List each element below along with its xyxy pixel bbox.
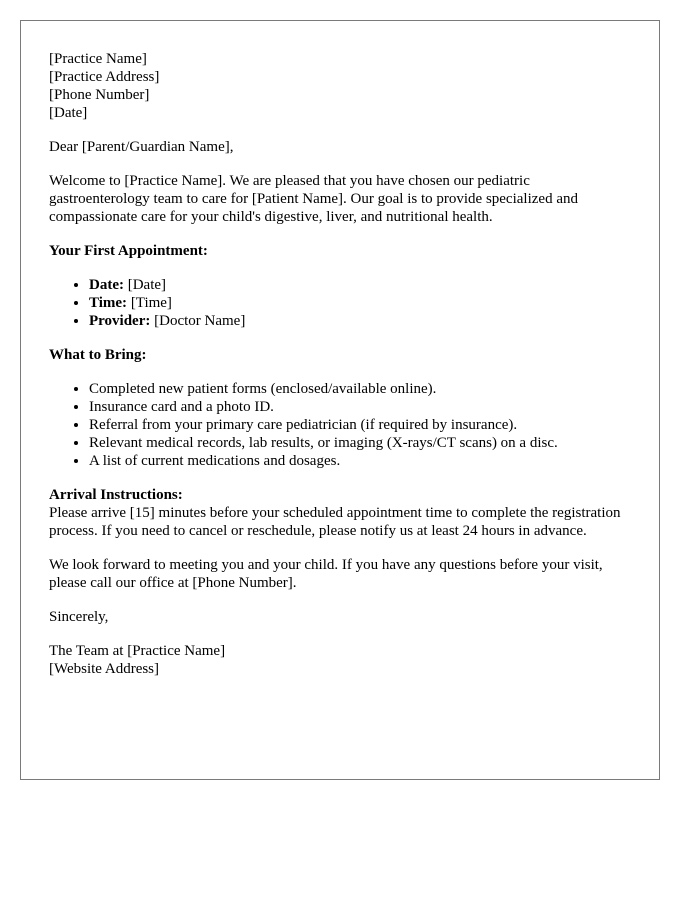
letter-date: [Date] (49, 105, 88, 121)
intro-paragraph: Welcome to [Practice Name]. We are pleased that you have chosen our pediatric gastroenterology team to care for [Patient Name]. Our goal is to provide specialized and compassionate care for your child's digestive, liver, and nutritional health. (49, 173, 578, 225)
list-item: • Referral from your primary care pediatrician (if required by insurance). (89, 416, 634, 434)
appointment-provider-label: Provider: (89, 313, 151, 329)
arrival-heading: Arrival Instructions: (49, 487, 183, 503)
closing-paragraph: We look forward to meeting you and your child. If you have any questions before your visit, please call our office at [Phone Number]. (49, 557, 603, 591)
appointment-list (49, 276, 634, 330)
list-item: • Insurance card and a photo ID. (89, 398, 634, 416)
signoff: Sincerely, (49, 609, 109, 625)
letter-content (49, 50, 634, 678)
appointment-date-value: [Date] (123, 277, 167, 293)
list-item (89, 294, 634, 312)
letter-page (20, 20, 660, 780)
letter-header (49, 50, 634, 122)
list-item (89, 276, 634, 294)
practice-address: [Practice Address] (49, 69, 160, 85)
list-item: • A list of current medications and dosages. (89, 452, 634, 470)
signature-team: The Team at [Practice Name] (49, 643, 226, 659)
list-item (89, 312, 634, 330)
appointment-date-label: Date: (89, 277, 124, 293)
greeting: Dear [Parent/Guardian Name], (49, 139, 234, 155)
phone-number: [Phone Number] (49, 87, 150, 103)
arrival-paragraph: Please arrive [15] minutes before your scheduled appointment time to complete the registration process. If you need to cancel or reschedule, please notify us at least 24 hours in advance. (49, 505, 621, 539)
appointment-provider-value: [Doctor Name] (150, 313, 246, 329)
bring-list (49, 380, 634, 470)
signature-block (49, 642, 634, 678)
appointment-heading: Your First Appointment: (49, 243, 208, 259)
list-item: • Relevant medical records, lab results, or imaging (X-rays/CT scans) on a disc. (89, 434, 634, 452)
appointment-time-value: [Time] (127, 295, 172, 311)
appointment-time-label: Time: (89, 295, 128, 311)
practice-name: [Practice Name] (49, 51, 147, 67)
bring-heading: What to Bring: (49, 347, 147, 363)
website-address: [Website Address] (49, 661, 160, 677)
list-item: • Completed new patient forms (enclosed/available online). (89, 380, 634, 398)
